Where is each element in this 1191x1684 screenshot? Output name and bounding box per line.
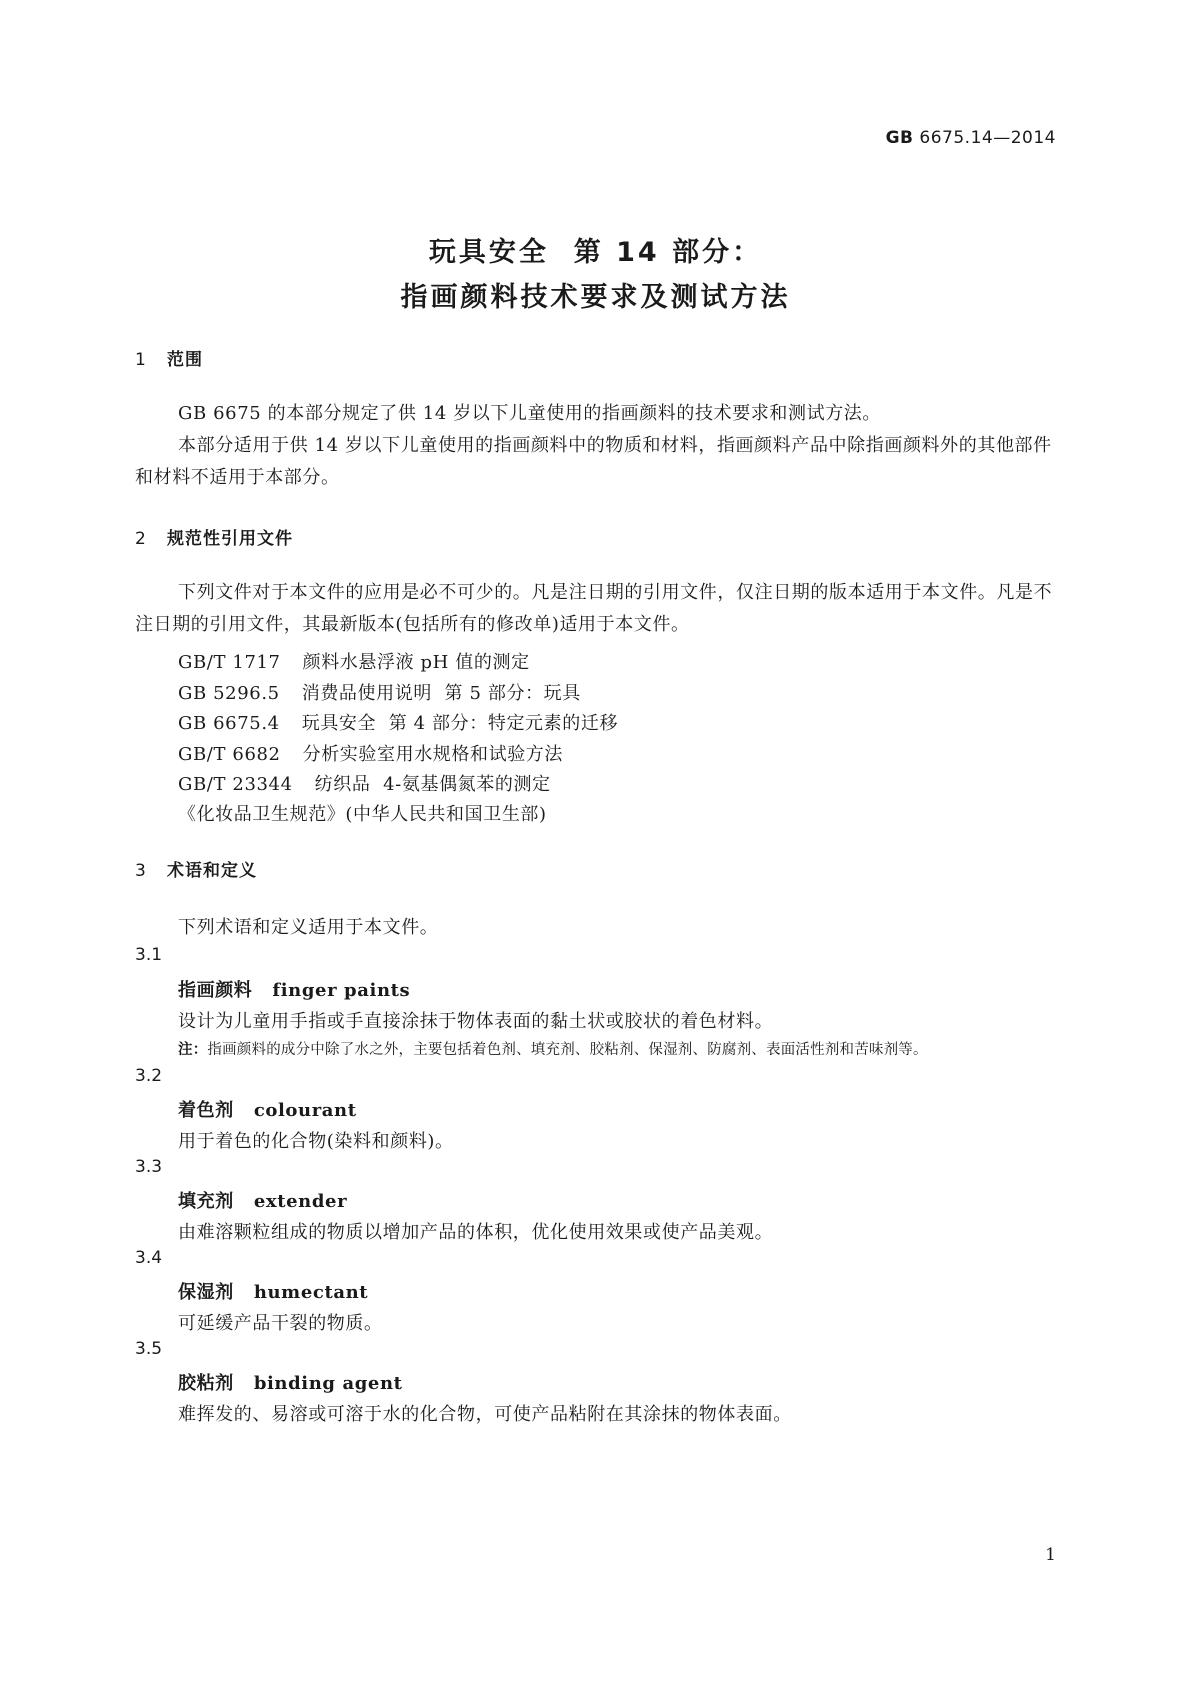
term-heading [178,1278,368,1304]
reference-code: GB/T 23344 [178,774,293,795]
reference-extra: 《化妆品卫生规范》(中华人民共和国卫生部) [178,804,547,825]
reference-code: GB/T 6682 [178,744,281,765]
reference-title: 纺织品 4-氨基偶氮苯的测定 [314,774,551,795]
reference-code: GB 6675.4 [178,713,280,734]
section-3-number: 3 [135,861,147,881]
term-zh: 着色剂 [178,1100,234,1121]
document-title-line1: 玩具安全 第 14 部分： [428,237,763,268]
term-heading [178,1369,403,1395]
term-en: finger paints [272,980,411,1001]
term-zh: 胶粘剂 [178,1373,234,1394]
term-heading [178,1187,347,1213]
term-zh: 指画颜料 [178,980,253,1001]
clause-number: 3.3 [135,1157,163,1177]
note-label: 注： [178,1042,208,1058]
section-2-number: 2 [135,529,147,549]
section-1-heading [135,345,203,370]
reference-item [178,740,563,766]
term-definition: 可延缓产品干裂的物质。 [178,1313,383,1334]
document-title-line2: 指画颜料技术要求及测试方法 [400,282,791,313]
section-3-title: 术语和定义 [167,861,257,881]
term-en: binding agent [253,1373,403,1394]
term-en: colourant [253,1100,357,1121]
reference-item [178,709,618,735]
section-1-para-2: 本部分适用于供 14 岁以下儿童使用的指画颜料中的物质和材料，指画颜料产品中除指画颜料外的其他部件和材料不适用于本部分。 [135,435,1052,488]
reference-item [178,679,581,705]
section-2-heading [135,524,293,549]
term-heading [178,1096,357,1122]
section-3-heading [135,856,257,881]
reference-item [178,648,530,674]
term-en: humectant [253,1282,369,1303]
reference-code: GB 5296.5 [178,683,280,704]
standard-prefix: GB [885,128,914,148]
page-number: 1 [1045,1545,1056,1565]
term-definition: 设计为儿童用手指或手直接涂抹于物体表面的黏土状或胶状的着色材料。 [178,1011,774,1032]
reference-title: 玩具安全 第 4 部分：特定元素的迁移 [301,713,619,734]
reference-code: GB/T 1717 [178,652,281,673]
clause-number: 3.4 [135,1248,163,1268]
term-definition: 用于着色的化合物(染料和颜料)。 [178,1131,454,1152]
standard-code: 6675.14—2014 [919,128,1056,148]
clause-number: 3.1 [135,945,163,965]
term-zh: 保湿剂 [178,1282,234,1303]
clause-number: 3.5 [135,1339,163,1359]
section-2-title: 规范性引用文件 [167,529,293,549]
section-1-title: 范围 [167,350,203,370]
term-zh: 填充剂 [178,1191,234,1212]
reference-title: 消费品使用说明 第 5 部分：玩具 [301,683,581,704]
section-3-intro: 下列术语和定义适用于本文件。 [178,917,439,938]
note-text: 指画颜料的成分中除了水之外，主要包括着色剂、填充剂、胶粘剂、保湿剂、防腐剂、表面活性剂和苦味剂等。 [207,1042,928,1058]
term-definition: 由难溶颗粒组成的物质以增加产品的体积，优化使用效果或使产品美观。 [178,1222,774,1243]
standard-number [886,128,1056,148]
reference-title: 分析实验室用水规格和试验方法 [302,744,564,765]
clause-number: 3.2 [135,1066,163,1086]
term-note [178,1038,928,1059]
term-heading [178,976,410,1002]
section-1-number: 1 [135,350,147,370]
term-definition: 难挥发的、易溶或可溶于水的化合物，可使产品粘附在其涂抹的物体表面。 [178,1404,792,1425]
term-en: extender [253,1191,348,1212]
reference-title: 颜料水悬浮液 pH 值的测定 [302,652,530,673]
reference-item [178,770,551,796]
section-2-intro: 下列文件对于本文件的应用是必不可少的。凡是注日期的引用文件，仅注日期的版本适用于本文件。凡是不注日期的引用文件，其最新版本(包括所有的修改单)适用于本文件。 [135,582,1053,635]
section-1-para-1: GB 6675 的本部分规定了供 14 岁以下儿童使用的指画颜料的技术要求和测试方法。 [178,403,882,424]
